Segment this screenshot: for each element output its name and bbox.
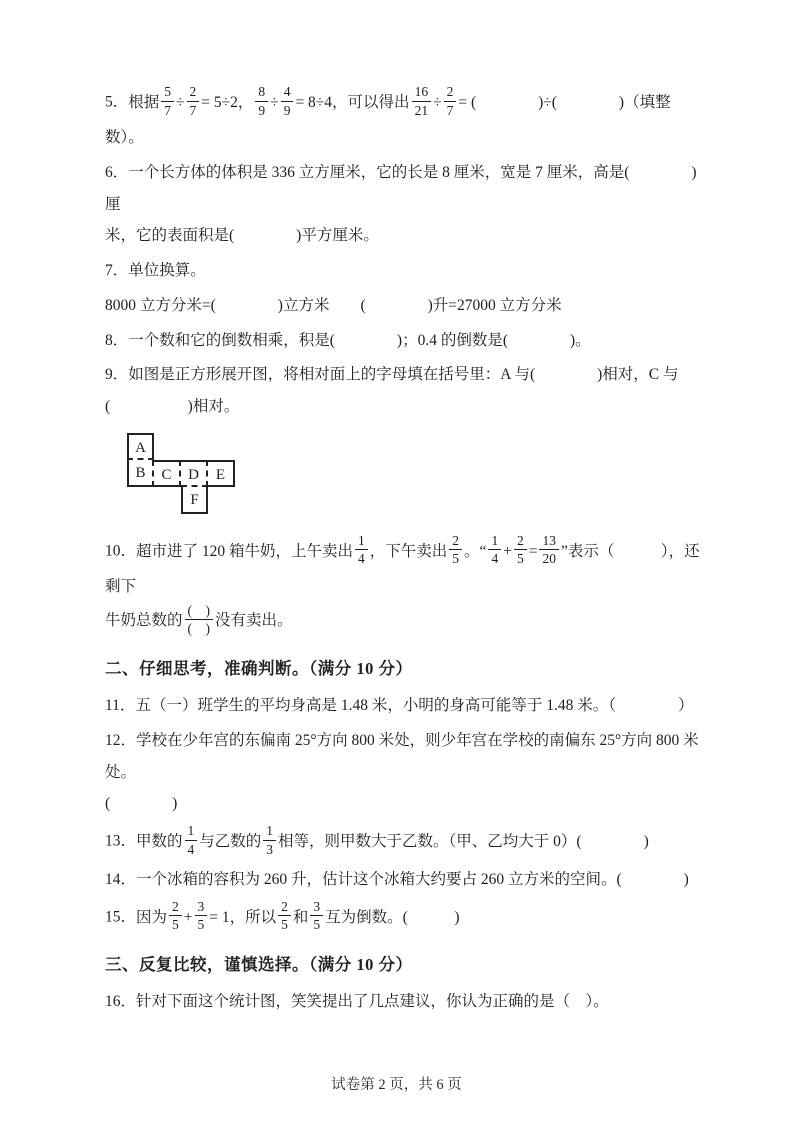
fraction: $\frac{1}{3}$ (262, 823, 277, 857)
question-number: 14． (105, 871, 137, 889)
question-text: 如图是正方形展开图，将相对面上的字母填在括号里：A 与( )相对，C 与 ( )相对。 (105, 366, 679, 416)
question-number: 6． (105, 163, 129, 181)
net-cell-c: C (154, 460, 181, 487)
question-11 (105, 690, 705, 722)
fraction: $\frac{3}{5}$ (194, 899, 209, 933)
question-number: 12． (105, 731, 137, 749)
question-15 (105, 899, 705, 937)
question-5 (105, 84, 705, 154)
fraction: $\frac{1}{4}$ (354, 533, 369, 567)
question-number: 7． (105, 262, 129, 280)
question-6 (105, 157, 705, 252)
fraction: $\frac{13}{20}$ (538, 533, 560, 567)
net-cell-d: D (181, 460, 208, 487)
net-cell-a: A (127, 433, 154, 460)
question-10 (105, 533, 705, 641)
section-3-header: 三、反复比较，谨慎选择。（满分 10 分） (105, 954, 413, 974)
fraction: $\frac{2}{5}$ (448, 533, 463, 567)
unit-conversion-line (105, 290, 705, 322)
question-8 (105, 325, 705, 357)
question-number: 5． (105, 93, 129, 111)
net-cell-e: E (208, 460, 235, 487)
question-16 (105, 986, 705, 1018)
question-12 (105, 725, 705, 820)
section-2-header: 二、仔细思考，准确判断。（满分 10 分） (105, 658, 413, 678)
question-number: 15． (105, 908, 137, 926)
page-content (105, 84, 705, 1021)
question-9 (105, 359, 705, 423)
question-14 (105, 864, 705, 896)
fraction: $\frac{( )}{( )}$ (184, 603, 215, 637)
fraction: $\frac{5}{7}$ (160, 84, 175, 118)
question-text: 8000 立方分米=( )立方米 ( )升=27000 立方分米 (105, 296, 562, 314)
question-text: 一个长方体的体积是 336 立方厘米，它的长是 8 厘米，宽是 7 厘米，高是( )厘 米，它的表面积是( )平方厘米。 (105, 163, 697, 245)
question-text: 单位换算。 (128, 262, 206, 280)
fraction: $\frac{16}{21}$ (411, 84, 433, 118)
question-number: 13． (105, 832, 137, 850)
fraction: $\frac{2}{5}$ (513, 533, 528, 567)
question-13 (105, 823, 705, 861)
question-number: 10． (105, 542, 137, 560)
fraction: $\frac{4}{9}$ (280, 84, 295, 118)
question-text: 因为 $\frac{2}{5}$ + $\frac{3}{5}$ = 1，所以 $\frac{2}{5}$ 和 $\frac{3}{5}$ 互为倒数。( ) (136, 898, 460, 933)
fraction: $\frac{8}{9}$ (254, 84, 269, 118)
fraction: $\frac{1}{4}$ (184, 823, 199, 857)
cube-net-diagram (127, 433, 247, 517)
question-text: 针对下面这个统计图，笑笑提出了几点建议，你认为正确的是（ ）。 (136, 993, 609, 1011)
question-text: 学校在少年宫的东偏南 25°方向 800 米处，则少年宫在学校的南偏东 25°方向 800 米处。 ( ) (105, 731, 699, 813)
net-cell-f: F (181, 487, 208, 514)
question-text: 一个冰箱的容积为 260 升，估计这个冰箱大约要占 260 立方米的空间。( ) (136, 871, 689, 889)
net-cell-b: B (127, 460, 154, 487)
question-text: 甲数的 $\frac{1}{4}$ 与乙数的 $\frac{1}{3}$ 相等，则甲数大于乙数。（甲、乙均大于 0）( ) (136, 823, 649, 857)
page-number-footer: 试卷第 2 页，共 6 页 (331, 1077, 462, 1093)
question-text: 超市进了 120 箱牛奶，上午卖出 $\frac{1}{4}$ ，下午卖出 $\frac{2}{5}$ 。“ $\frac{1}{4}$ + $\frac{2}{5}$ = $\frac{13}{20}$ ”表示（ ），还剩下 牛奶总数的 $\frac{( )}{( )}$ 没有卖出。 (105, 532, 700, 637)
question-text: 一个数和它的倒数相乘，积是( )；0.4 的倒数是( )。 (128, 331, 591, 349)
fraction: $\frac{2}{7}$ (186, 84, 201, 118)
question-text: 五（一）班学生的平均身高是 1.48 米，小明的身高可能等于 1.48 米。（ ） (135, 697, 694, 715)
question-number: 9． (105, 366, 129, 384)
fraction: $\frac{2}{5}$ (277, 899, 292, 933)
question-number: 11． (105, 697, 136, 715)
fraction: $\frac{3}{5}$ (309, 899, 324, 933)
question-text: 根据 $\frac{5}{7}$ ÷ $\frac{2}{7}$ = 5÷2， $\frac{8}{9}$ ÷ $\frac{4}{9}$ = 8÷4，可以得出 $\frac{16}{21}$ ÷ $\frac{2}{7}$ = ( )÷( )（填整数）。 (105, 84, 671, 147)
question-number: 8． (105, 331, 129, 349)
fraction: $\frac{1}{4}$ (487, 533, 502, 567)
fraction: $\frac{2}{5}$ (168, 899, 183, 933)
question-number: 16． (105, 993, 137, 1011)
question-7 (105, 255, 705, 287)
fraction: $\frac{2}{7}$ (443, 84, 458, 118)
